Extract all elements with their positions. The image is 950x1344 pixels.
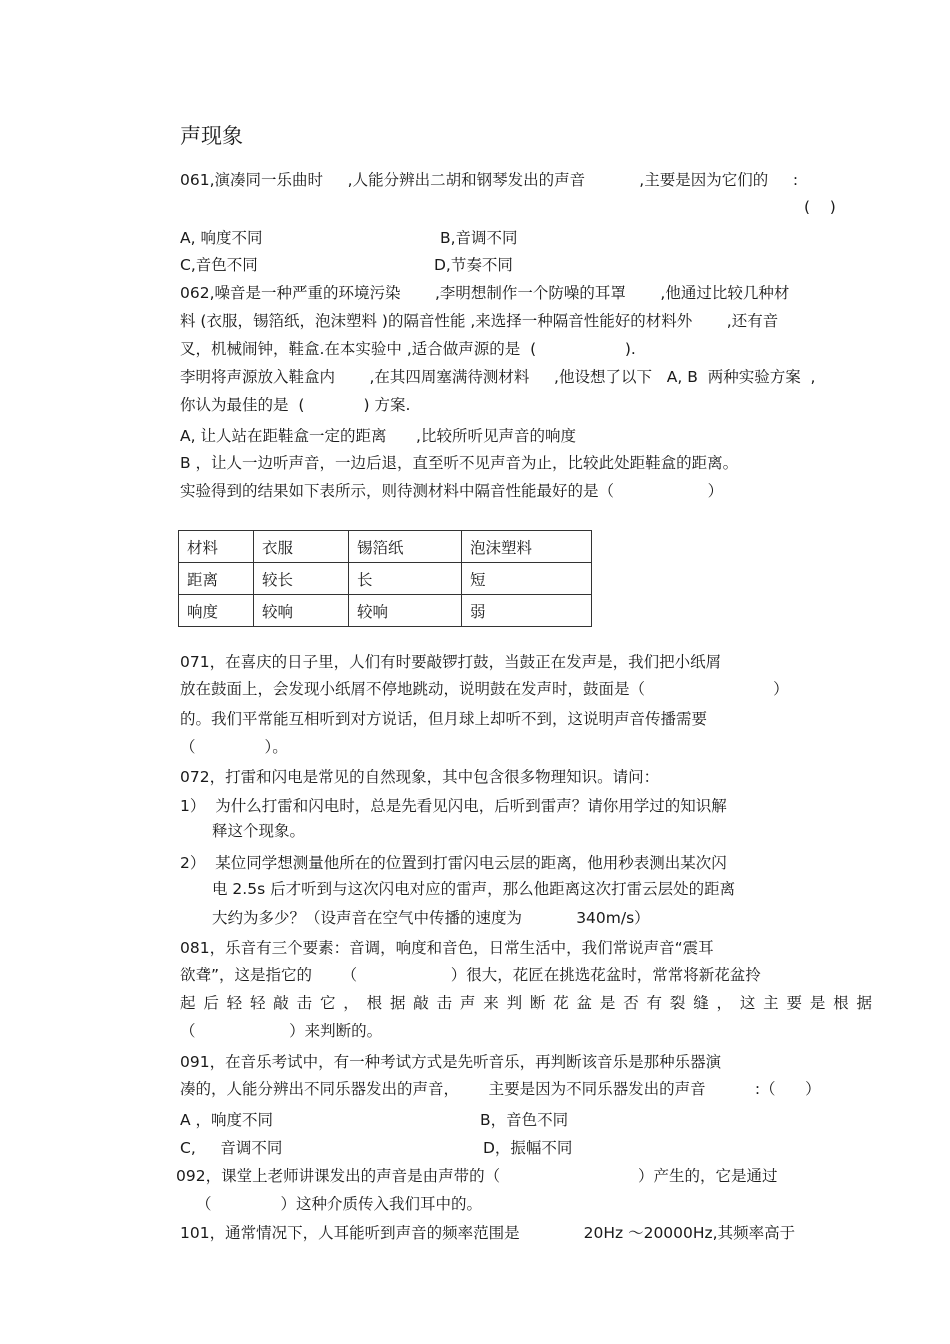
q062-line-3: 叉，机械闹钟，鞋盒.在本实验中 ,适合做声源的是 ( ). (180, 340, 636, 358)
q071-line-1: 071，在喜庆的日子里，人们有时要敲锣打鼓，当鼓正在发声是，我们把小纸屑 (180, 653, 722, 671)
q061-answer-paren: ( ) (804, 198, 836, 216)
q062-plan-b: B ，让人一边听声音，一边后退，直至听不见声音为止，比较此处距鞋盒的距离。 (180, 454, 739, 472)
q092-line-2: （ ）这种介质传入我们耳中的。 (196, 1195, 482, 1213)
q092-line-1: 092，课堂上老师讲课发出的声音是由声带的（ ）产生的，它是通过 (176, 1167, 778, 1185)
table-cell: 距离 (179, 563, 254, 595)
q081-line-3: 起后轻轻敲击它，根据敲击声来判断花盆是否有裂缝，这主要是根据 (180, 994, 872, 1012)
table-cell: 长 (349, 563, 462, 595)
q072-sub2-line-2: 电 2.5s 后才听到与这次闪电对应的雷声，那么他距离这次打雷云层处的距离 (212, 880, 736, 898)
q081-line-4: （ ）来判断的。 (180, 1022, 383, 1040)
q061-option-c: C,音色不同 (180, 256, 258, 274)
q062-line-5: 你认为最佳的是 ( ) 方案. (180, 396, 411, 414)
q062-line-4: 李明将声源放入鞋盒内 ,在其四周塞满待测材料 ,他设想了以下 A, B 两种实验方案 , (180, 368, 816, 386)
q091-option-d: D，振幅不同 (483, 1139, 573, 1157)
material-table (178, 530, 592, 627)
table-cell: 弱 (462, 595, 592, 627)
q062-line-2: 料 (衣服，锡箔纸，泡沫塑料 )的隔音性能 ,来选择一种隔音性能好的材料外 ,还有音 (180, 312, 779, 330)
q061-stem: 061,演凑同一乐曲时 ,人能分辨出二胡和钢琴发出的声音 ,主要是因为它们的 : (180, 171, 799, 189)
table-cell: 衣服 (254, 531, 349, 563)
q072-sub1-line-2: 释这个现象。 (212, 822, 306, 840)
q062-result: 实验得到的结果如下表所示，则待测材料中隔音性能最好的是（ ） (180, 482, 724, 500)
q072-sub2-line-1: 2） 某位同学想测量他所在的位置到打雷闪电云层的距离，他用秒表测出某次闪 (180, 854, 727, 872)
q091-option-b: B，音色不同 (480, 1111, 569, 1129)
table-cell: 响度 (179, 595, 254, 627)
table-cell: 较响 (349, 595, 462, 627)
q081-line-2: 欲聋”，这是指它的 （ ）很大，花匠在挑选花盆时，常常将新花盆拎 (180, 966, 761, 984)
q081-line-1: 081，乐音有三个要素：音调，响度和音色，日常生活中，我们常说声音“震耳 (180, 939, 714, 957)
q091-line-1: 091，在音乐考试中，有一种考试方式是先听音乐，再判断该音乐是那种乐器演 (180, 1053, 722, 1071)
table-cell: 较长 (254, 563, 349, 595)
table-cell: 泡沫塑料 (462, 531, 592, 563)
q091-option-c: C, 音调不同 (180, 1139, 283, 1157)
q061-option-d: D,节奏不同 (434, 256, 513, 274)
q071-line-4: （ ）。 (180, 738, 288, 756)
table-row (179, 563, 592, 595)
q061-option-b: B,音调不同 (440, 229, 518, 247)
q072-stem: 072，打雷和闪电是常见的自然现象，其中包含很多物理知识。请问： (180, 768, 660, 786)
q062-plan-a: A, 让人站在距鞋盒一定的距离 ,比较所听见声音的响度 (180, 427, 576, 445)
table-row (179, 595, 592, 627)
q072-sub1-line-1: 1） 为什么打雷和闪电时，总是先看见闪电，后听到雷声？请你用学过的知识解 (180, 797, 727, 815)
q071-line-3: 的。我们平常能互相听到对方说话，但月球上却听不到，这说明声音传播需要 (180, 710, 708, 728)
page-title: 声现象 (180, 124, 243, 148)
table-row (179, 531, 592, 563)
q061-option-a: A, 响度不同 (180, 229, 263, 247)
table-cell: 锡箔纸 (349, 531, 462, 563)
q091-line-2: 凑的，人能分辨出不同乐器发出的声音， 主要是因为不同乐器发出的声音 :（ ） (180, 1080, 821, 1098)
q101-line-1: 101，通常情况下，人耳能听到声音的频率范围是 20Hz ～20000Hz,其频率高于 (180, 1224, 796, 1242)
table-cell: 较响 (254, 595, 349, 627)
q062-line-1: 062,噪音是一种严重的环境污染 ,李明想制作一个防噪的耳罩 ,他通过比较几种材 (180, 284, 790, 302)
q072-sub2-line-3: 大约为多少？（设声音在空气中传播的速度为 340m/s） (212, 909, 650, 927)
q071-line-2: 放在鼓面上，会发现小纸屑不停地跳动，说明鼓在发声时，鼓面是（ ） (180, 680, 789, 698)
q091-option-a: A ，响度不同 (180, 1111, 274, 1129)
table-cell: 短 (462, 563, 592, 595)
table-cell: 材料 (179, 531, 254, 563)
